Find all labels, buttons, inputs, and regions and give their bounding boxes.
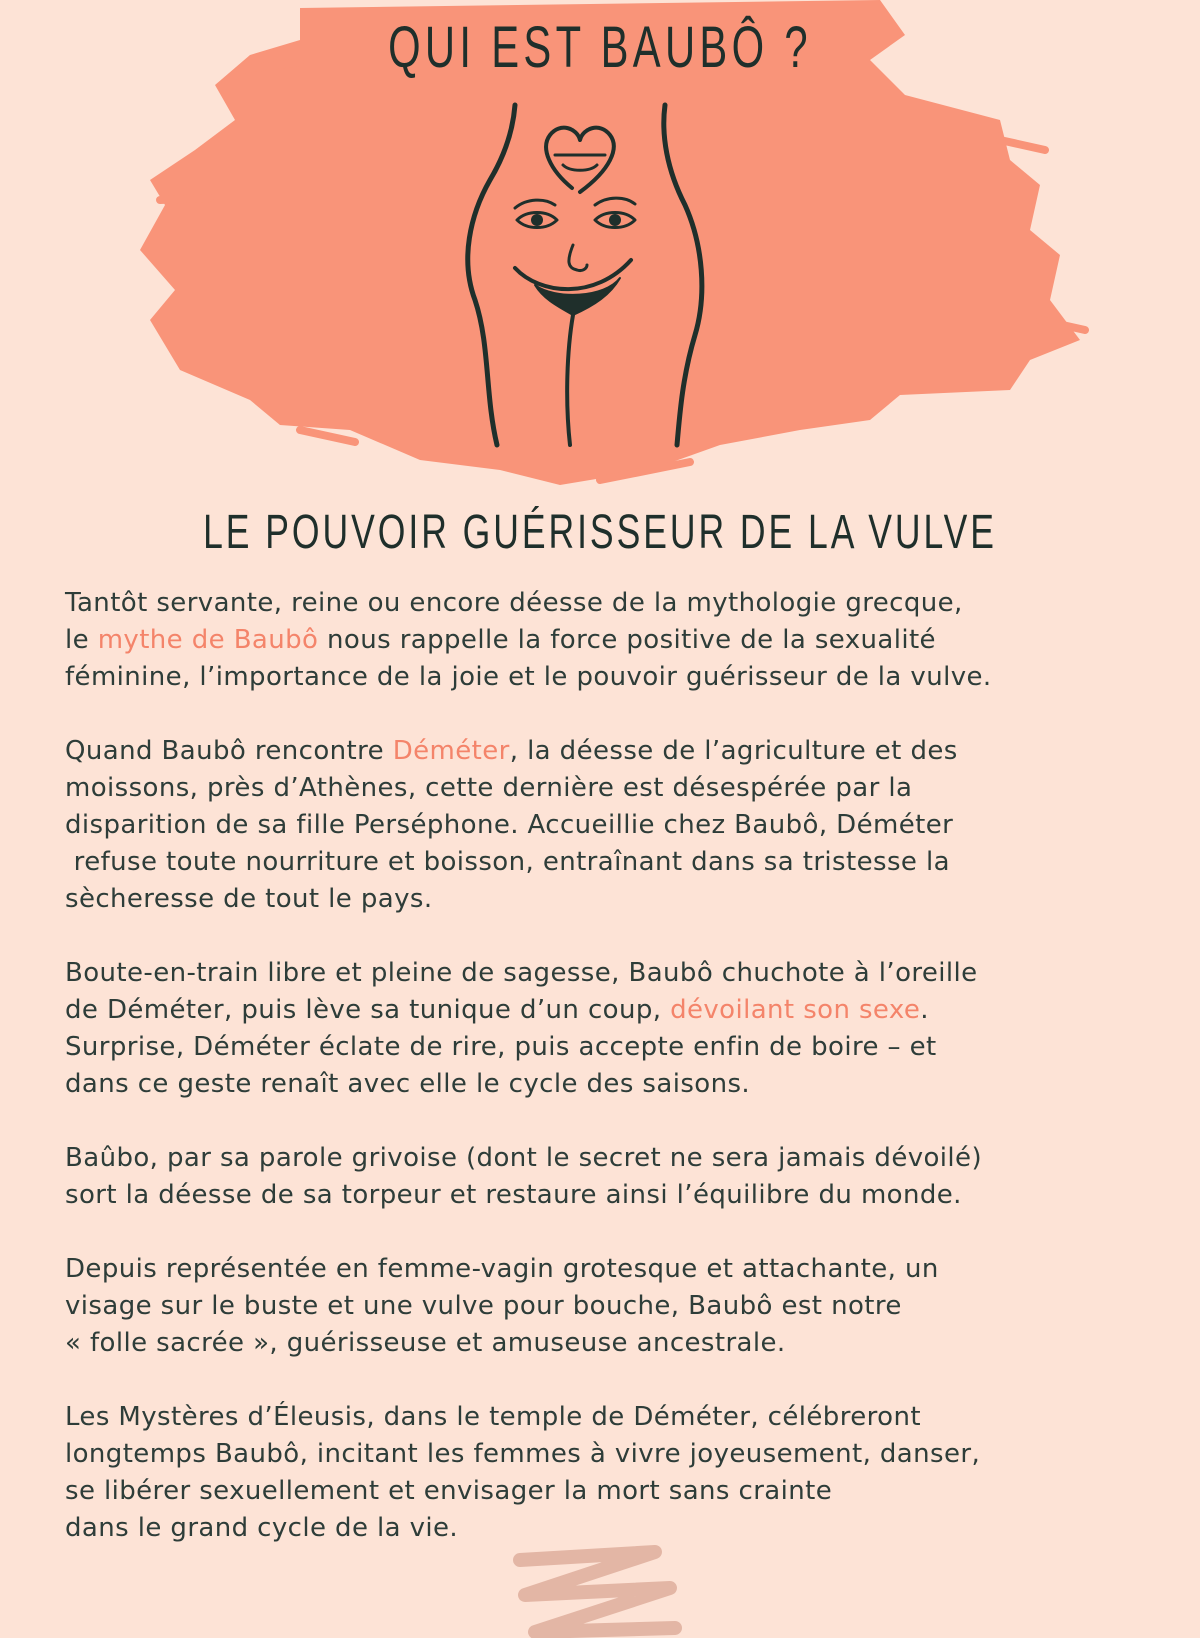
link-demeter[interactable]: Déméter — [392, 736, 510, 766]
paragraph-6 — [65, 1399, 1145, 1547]
squiggle-divider-icon — [505, 1540, 685, 1638]
page-title: QUI EST BAUBÔ ? — [388, 15, 812, 80]
text-segment: le — [65, 625, 98, 655]
paragraph-4 — [65, 1140, 1145, 1214]
link-mythe-de-baubo[interactable]: mythe de Baubô — [97, 625, 319, 655]
paragraph-5 — [65, 1251, 1145, 1362]
text-line: « folle sacrée », guérisseuse et amuseuse ancestrale. — [65, 1328, 786, 1358]
text-line: sort la déesse de sa torpeur et restaure ainsi l’équilibre du monde. — [65, 1180, 962, 1210]
text-line: Depuis représentée en femme-vagin grotesque et attachante, un — [65, 1254, 939, 1284]
text-line: moissons, près d’Athènes, cette dernière est désespérée par la — [65, 773, 913, 803]
article-body — [65, 585, 1145, 1584]
text-line: sècheresse de tout le pays. — [65, 884, 433, 914]
paragraph-1 — [65, 585, 1145, 696]
text-line: Tantôt servante, reine ou encore déesse de la mythologie grecque, — [65, 588, 963, 618]
text-segment: Quand Baubô rencontre — [65, 736, 393, 766]
text-line: dans ce geste renaît avec elle le cycle des saisons. — [65, 1069, 751, 1099]
paragraph-3 — [65, 955, 1145, 1103]
text-line: Baûbo, par sa parole grivoise (dont le secret ne sera jamais dévoilé) — [65, 1143, 982, 1173]
text-line: visage sur le buste et une vulve pour bouche, Baubô est notre — [65, 1291, 902, 1321]
text-line: disparition de sa fille Perséphone. Accueillie chez Baubô, Déméter — [65, 810, 954, 840]
text-line: féminine, l’importance de la joie et le pouvoir guérisseur de la vulve. — [65, 662, 992, 692]
text-segment: , la déesse de l’agriculture et des — [509, 736, 958, 766]
paragraph-2 — [65, 733, 1145, 918]
text-segment: . — [920, 995, 929, 1025]
text-line: refuse toute nourriture et boisson, entraînant dans sa tristesse la — [73, 847, 950, 877]
text-line: longtemps Baubô, incitant les femmes à vivre joyeusement, danser, — [65, 1439, 981, 1469]
link-devoilant-son-sexe[interactable]: dévoilant son sexe — [670, 995, 921, 1025]
text-line: se libérer sexuellement et envisager la mort sans crainte — [65, 1476, 833, 1506]
text-line: Les Mystères d’Éleusis, dans le temple de Déméter, célébreront — [65, 1402, 921, 1432]
vulva-face-illustration-icon — [455, 100, 725, 450]
text-segment: de Déméter, puis lève sa tunique d’un coup, — [65, 995, 671, 1025]
text-segment: nous rappelle la force positive de la sexualité — [318, 625, 936, 655]
text-line: Surprise, Déméter éclate de rire, puis accepte enfin de boire – et — [65, 1032, 937, 1062]
text-line: dans le grand cycle de la vie. — [65, 1513, 459, 1543]
section-subtitle: LE POUVOIR GUÉRISSEUR DE LA VULVE — [203, 506, 997, 559]
text-line: Boute-en-train libre et pleine de sagesse, Baubô chuchote à l’oreille — [65, 958, 978, 988]
